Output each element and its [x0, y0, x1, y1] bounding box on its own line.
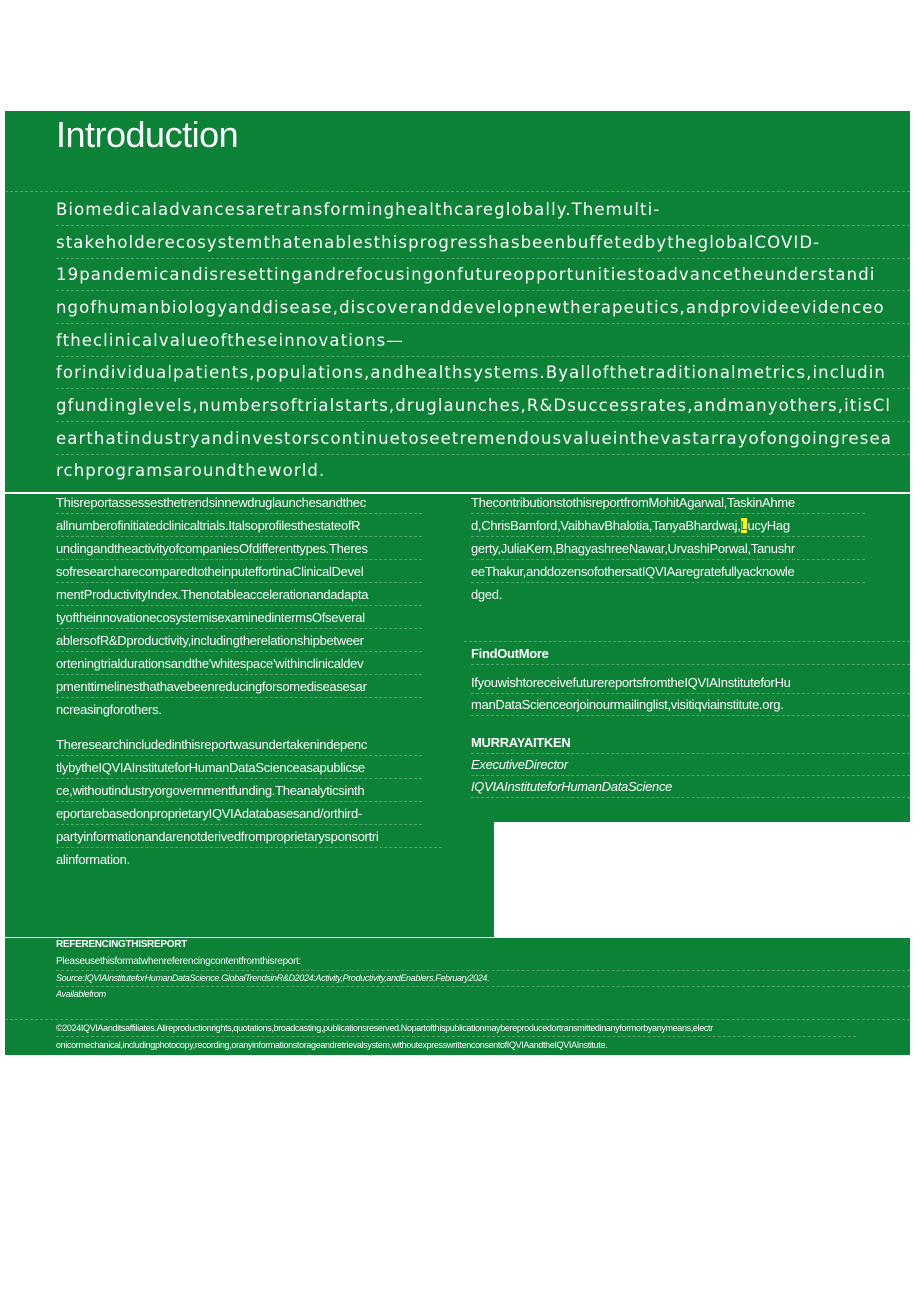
footer-rule	[5, 1003, 910, 1020]
spacer-rule	[464, 620, 910, 642]
body-line: ablersofR&Dproductivity,includingtherelationshipbetweer	[56, 630, 422, 652]
contrib-line: eeThakur,anddozensofothersatIQVIAaregratefullyacknowle	[471, 561, 865, 583]
intro-line: rchprogramsaroundtheworld.	[56, 461, 326, 480]
body-line: eportarebasedonproprietaryIQVIAdatabasesand/orthird-	[56, 803, 422, 825]
referencing-heading: REFERENCINGTHISREPORT	[56, 939, 187, 950]
body-line: tlybytheIQVIAInstituteforHumanDataScienceasapublicse	[56, 757, 422, 779]
contrib-text: d,ChrisBamford,VaibhavBhalotia,TanyaBhardwaj,	[471, 518, 741, 533]
copyright-line: ©2024IQVIAanditsaffiliates.Allreproductionrights,quotations,broadcasting,publicationsreserved.Nopartofthispublicationmaybereproducedortransmittedinanyformorbyanymeans,electr	[56, 1020, 856, 1037]
body-line: orteningtrialdurationsandthe'whitespace'withinclinicaldev	[56, 653, 422, 675]
intro-line: ftheclinicalvalueoftheseinnovations—	[56, 325, 910, 357]
body-line: allnumberofinitiatedclinicaltrials.ItalsoprofilesthestateofR	[56, 515, 422, 537]
body-line: Thisreportassessesthetrendsinnewdruglaunchesandthec	[56, 492, 422, 514]
signature-org: IQVIAInstituteforHumanDataScience	[471, 777, 910, 798]
intro-line: ngofhumanbiologyanddisease,discoveranddevelopnewtherapeutics,andprovideevidenceo	[56, 292, 910, 324]
signature-name: MURRAYAITKEN	[471, 733, 910, 754]
body-line: sofresearcharecomparedtotheinputeffortinaClinicalDevel	[56, 561, 422, 583]
copyright-line: onicormechanical,includingphotocopy,recording,oranyinformationstorageandretrievalsystem,withoutexpresswrittenconsentofIQVIAandtheIQVIAInstitute.	[56, 1040, 608, 1050]
body-line: mentProductivityIndex.Thenotableaccelerationandadapta	[56, 584, 422, 606]
body-line: tyoftheinnovationecosystemisexaminedintermsOfseveral	[56, 607, 422, 629]
referencing-instruction: Pleaseusethisformatwhenreferencingcontentfromthisreport:	[56, 954, 910, 971]
contrib-line: ThecontributionstothisreportfromMohitAgarwal,TaskinAhme	[471, 492, 865, 514]
body-line: alinformation.	[56, 852, 130, 867]
page-title: Introduction	[56, 114, 239, 155]
find-out-more-line: manDataScienceorjoinourmailinglist,visitiqviainstitute.org.	[471, 694, 910, 716]
body-line: undingandtheactivityofcompaniesOfdifferenttypes.Theres	[56, 538, 422, 560]
referencing-source: Source:IQVIAInstituteforHumanDataScience.GlobalTrendsinR&D2024:Activity,Productivity,andEnablers.February2024.	[56, 971, 910, 987]
referencing-available: Availablefrom	[56, 989, 106, 999]
body-line: Theresearchincludedinthisreportwasundertakenindepenc	[56, 734, 422, 756]
contrib-line	[471, 515, 865, 537]
contrib-line: gerty,JuliaKern,BhagyashreeNawar,UrvashiPorwal,Tanushr	[471, 538, 865, 560]
highlight-mark: L	[740, 518, 748, 533]
body-line: partyinformationandarenotderivedfromproprietarysponsortri	[56, 826, 442, 848]
title-rule	[5, 163, 910, 192]
contrib-text: ucyHag	[747, 518, 790, 533]
contrib-line: dged.	[471, 587, 503, 602]
intro-line: Biomedicaladvancesaretransforminghealthcareglobally.Themulti-	[56, 194, 910, 226]
intro-line: stakeholderecosystemthatenablesthisprogresshasbeenbuffetedbytheglobalCOVID-	[56, 227, 910, 259]
signature-role: ExecutiveDirector	[471, 755, 910, 776]
intro-line: 19pandemicandisresettingandrefocusingonfutureopportunitiestoadvancetheunderstandi	[56, 259, 910, 291]
body-line: pmenttimelinesthathavebeenreducingforsomediseasesar	[56, 676, 422, 698]
body-line: ce,withoutindustryorgovernmentfunding.Theanalyticsinth	[56, 780, 422, 802]
body-line: ncreasingforothers.	[56, 702, 162, 717]
find-out-more-line: IfyouwishtoreceivefuturereportsfromtheIQVIAInstituteforHu	[471, 672, 910, 694]
find-out-more-heading: FindOutMore	[471, 643, 910, 665]
intro-line: forindividualpatients,populations,andhealthsystems.Byallofthetraditionalmetrics,includin	[56, 357, 910, 389]
intro-line: earthatindustryandinvestorscontinuetoseetremendousvalueinthevastarrayofongoingresea	[56, 423, 910, 455]
intro-line: gfundinglevels,numbersoftrialstarts,druglaunches,R&Dsuccessrates,andmanyothers,itisCl	[56, 390, 910, 422]
